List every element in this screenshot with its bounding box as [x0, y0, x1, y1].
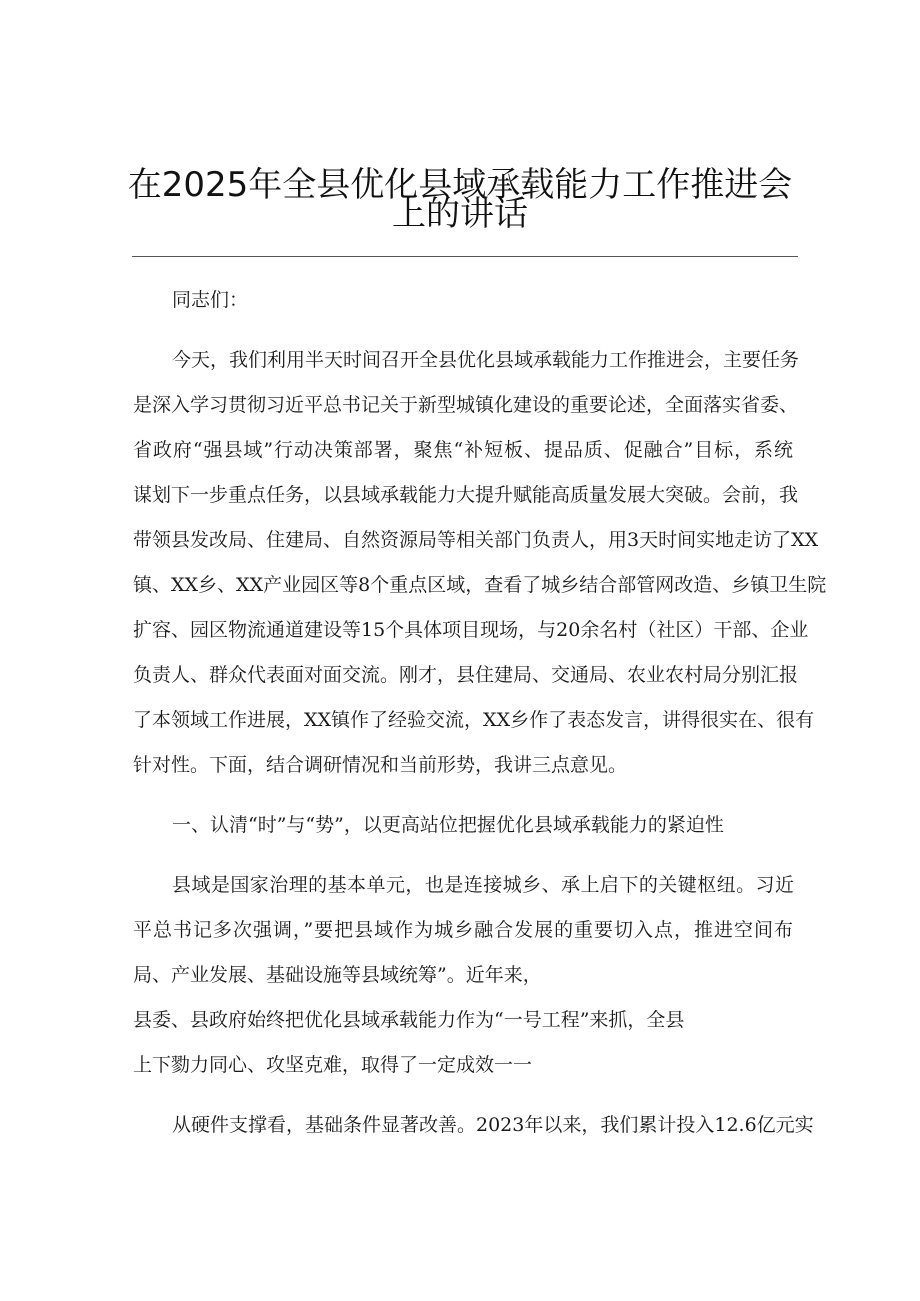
paragraph-2-line: 平总书记多次强调，”要把县域作为城乡融合发展的重要切入点，推进空间布 [133, 919, 793, 941]
paragraph-2-line: 上下勠力同心、攻坚克难，取得了一定成效一一 [133, 1054, 533, 1076]
paragraph-1-line: 针对性。下面，结合调研情况和当前形势，我讲三点意见。 [133, 754, 628, 776]
paragraph-3-line: 从硬件支撑看，基础条件显著改善。2023年以来，我们累计投入12.6亿元实 [172, 1114, 814, 1136]
paragraph-1-line: 省政府“强县域”行动决策部署，聚焦“补短板、提品质、促融合”目标，系统 [133, 439, 793, 461]
paragraph-1-line: 镇、XX乡、XX产业园区等8个重点区域，查看了城乡结合部管网改造、乡镇卫生院 [133, 574, 827, 596]
paragraph-1-line: 扩容、园区物流通道建设等15个具体项目现场，与20余名村（社区）干部、企业 [133, 619, 809, 641]
section-heading-1: 一、认清“时”与“势”，以更高站位把握优化县域承载能力的紧迫性 [172, 814, 724, 836]
paragraph-1-line: 今天，我们利用半天时间召开全县优化县域承载能力工作推进会，主要任务 [172, 349, 800, 371]
paragraph-2-line: 县域是国家治理的基本单元，也是连接城乡、承上启下的关键枢纽。习近 [172, 874, 794, 896]
document-title-line-1: 在2025年全县优化县域承载能力工作推进会 [127, 165, 793, 205]
title-underline [132, 256, 798, 257]
paragraph-1-line: 谋划下一步重点任务，以县域承载能力大提升赋能高质量发展大突破。会前，我 [133, 484, 799, 506]
paragraph-1-line: 了本领域工作进展，XX镇作了经验交流，XX乡作了表态发言，讲得很实在、很有 [133, 709, 815, 731]
document-title-line-2: 上的讲话 [392, 194, 528, 234]
paragraph-2-line: 局、产业发展、基础设施等县域统筹”。近年来， [133, 964, 542, 986]
paragraph-2-line: 县委、县政府始终把优化县域承载能力作为“一号工程”来抓，全县 [133, 1009, 685, 1031]
paragraph-1-line: 负责人、群众代表面对面交流。刚才，县住建局、交通局、农业农村局分别汇报 [133, 664, 799, 686]
paragraph-1-line: 带领县发改局、住建局、自然资源局等相关部门负责人，用3天时间实地走访了XX [133, 529, 819, 551]
salutation: 同志们： [172, 289, 249, 311]
paragraph-1-line: 是深入学习贯彻习近平总书记关于新型城镇化建设的重要论述，全面落实省委、 [133, 394, 799, 416]
